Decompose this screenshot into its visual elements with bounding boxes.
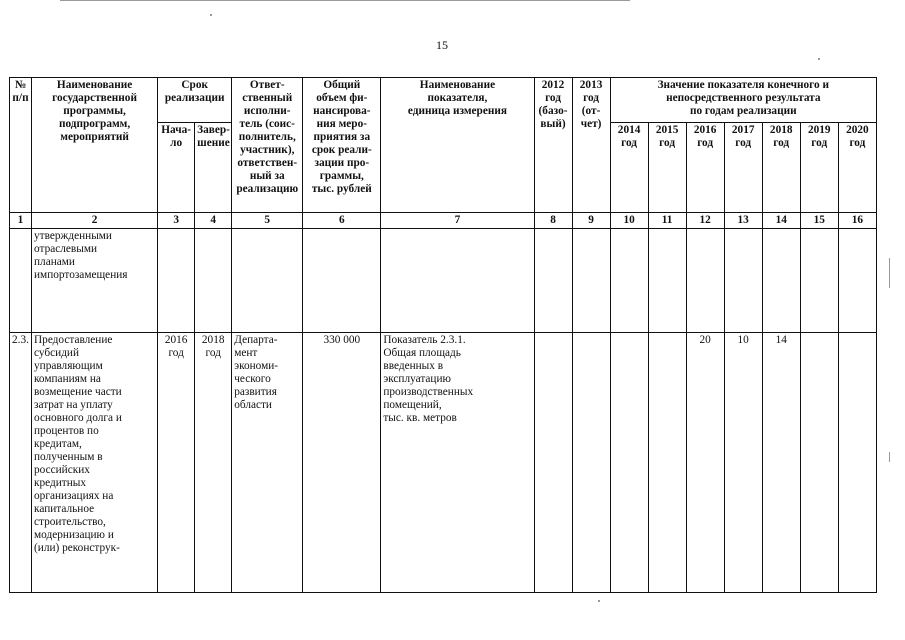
row-year-value <box>762 229 800 333</box>
row-year-value <box>648 229 686 333</box>
scan-speck <box>598 600 600 602</box>
row-name: Предоставление субсидий управляющим компаниям на возмещение части затрат на уплату основного долга и процентов по кредитам, полученным в российских кредитных организациях на капитальное строительство, модернизацию и (или) реконструк- <box>32 333 158 593</box>
row-2012 <box>534 229 572 333</box>
row-indicator <box>381 229 534 333</box>
row-year-value <box>838 333 876 593</box>
column-number: 1 <box>10 213 32 229</box>
column-number-row <box>10 213 877 229</box>
header-2013: 2013 год (от- чет) <box>572 78 610 213</box>
column-number: 5 <box>232 213 303 229</box>
row-end <box>195 229 232 333</box>
column-number: 2 <box>32 213 158 229</box>
row-start <box>158 229 195 333</box>
column-number: 12 <box>686 213 724 229</box>
column-number: 14 <box>762 213 800 229</box>
header-2012: 2012 год (базо- вый) <box>534 78 572 213</box>
row-2013 <box>572 229 610 333</box>
scan-speck <box>818 58 820 60</box>
column-number: 16 <box>838 213 876 229</box>
column-number: 9 <box>572 213 610 229</box>
program-table <box>9 77 877 593</box>
header-responsible: Ответ- ственный исполни- тель (соис- полнитель, участник), ответствен- ный за реализацию <box>232 78 303 213</box>
row-indicator: Показатель 2.3.1. Общая площадь введенных в эксплуатацию производственных помещений, тыс. кв. метров <box>381 333 534 593</box>
row-year-value: 14 <box>762 333 800 593</box>
header-end: Завер- шение <box>195 123 232 213</box>
row-num <box>10 229 32 333</box>
row-year-value <box>838 229 876 333</box>
column-number: 4 <box>195 213 232 229</box>
scan-edge-mark <box>889 258 890 288</box>
column-number: 15 <box>800 213 838 229</box>
row-year-value <box>800 229 838 333</box>
row-volume <box>303 229 381 333</box>
header-year: 2017 год <box>724 123 762 213</box>
column-number: 10 <box>610 213 648 229</box>
header-num: № п/п <box>10 78 32 213</box>
row-end: 2018 год <box>195 333 232 593</box>
column-number: 13 <box>724 213 762 229</box>
page-number: 15 <box>436 38 448 52</box>
header-name: Наименование государственной программы, подпрограмм, мероприятий <box>32 78 158 213</box>
header-year: 2015 год <box>648 123 686 213</box>
row-year-value <box>686 229 724 333</box>
row-responsible <box>232 229 303 333</box>
header-year: 2019 год <box>800 123 838 213</box>
column-number: 6 <box>303 213 381 229</box>
column-number: 7 <box>381 213 534 229</box>
row-year-value <box>800 333 838 593</box>
row-2013 <box>572 333 610 593</box>
header-term: Срок реализации <box>158 78 232 123</box>
row-year-value <box>724 229 762 333</box>
table-row <box>10 333 877 593</box>
header-volume: Общий объем фи- нансирова- ния меро- приятия за срок реали- зации про- граммы, тыс. рублей <box>303 78 381 213</box>
row-responsible: Департа- мент экономи- ческого развития области <box>232 333 303 593</box>
column-number: 3 <box>158 213 195 229</box>
row-year-value <box>610 333 648 593</box>
row-year-value <box>610 229 648 333</box>
row-volume: 330 000 <box>303 333 381 593</box>
column-number: 8 <box>534 213 572 229</box>
header-values: Значение показателя конечного и непосредственного результата по годам реализации <box>610 78 876 123</box>
header-year: 2020 год <box>838 123 876 213</box>
header-year: 2016 год <box>686 123 724 213</box>
header-indicator: Наименование показателя, единица измерения <box>381 78 534 213</box>
row-2012 <box>534 333 572 593</box>
scan-edge-line <box>60 0 630 1</box>
row-name: утвержденными отраслевыми планами импортозамещения <box>32 229 158 333</box>
header-year: 2014 год <box>610 123 648 213</box>
column-number: 11 <box>648 213 686 229</box>
table-row <box>10 229 877 333</box>
header-year: 2018 год <box>762 123 800 213</box>
header-start: Нача- ло <box>158 123 195 213</box>
row-year-value <box>648 333 686 593</box>
row-year-value: 20 <box>686 333 724 593</box>
scan-speck <box>210 14 212 16</box>
row-start: 2016 год <box>158 333 195 593</box>
row-year-value: 10 <box>724 333 762 593</box>
row-num: 2.3. <box>10 333 32 593</box>
scan-edge-mark <box>889 452 890 462</box>
